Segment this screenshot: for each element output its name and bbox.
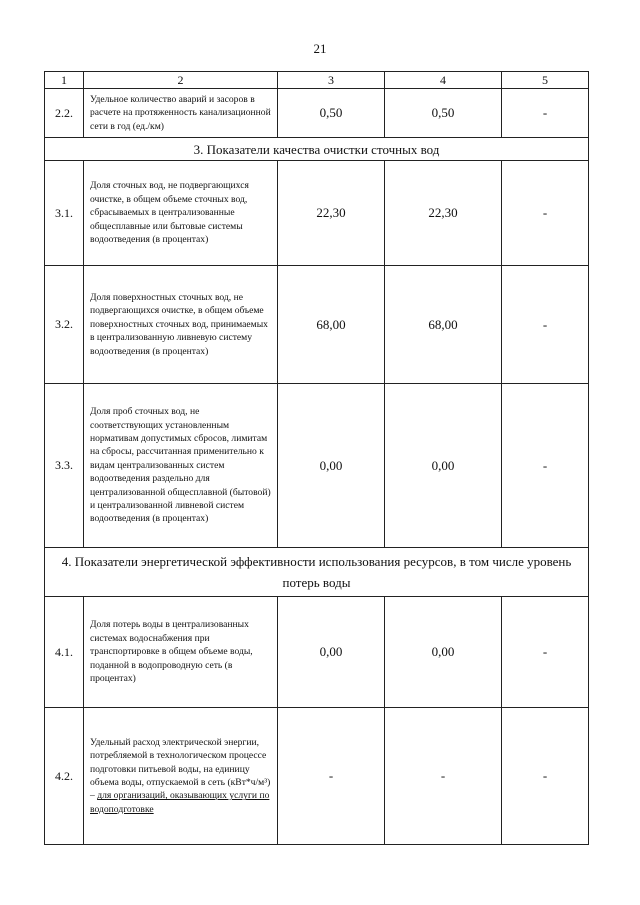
section-row [45, 548, 589, 597]
row-description: Доля поверхностных сточных вод, не подвергающихся очистке, в общем объеме поверхностных сточных вод, принимаемых в централизованную ливневую систему водоотведения (в процентах) [84, 266, 278, 384]
section-heading-3: 3. Показатели качества очистки сточных вод [45, 138, 589, 161]
page-number: 21 [313, 41, 327, 56]
row-number: 4.2. [45, 708, 84, 845]
value-col-3: 0,00 [278, 384, 385, 548]
row-description: Удельное количество аварий и засоров в расчете на протяженность канализационной сети в год (ед./км) [84, 89, 278, 138]
column-header-3: 3 [278, 72, 385, 89]
section-heading-4: 4. Показатели энергетической эффективности использования ресурсов, в том числе уровень потерь воды [45, 548, 589, 597]
value-col-3: - [278, 708, 385, 845]
value-col-5: - [502, 161, 589, 266]
column-header-4: 4 [385, 72, 502, 89]
value-col-5: - [502, 89, 589, 138]
value-col-3: 22,30 [278, 161, 385, 266]
row-description-underlined: для организаций, оказывающих услуги по водоподготовке [90, 790, 270, 815]
table-row [45, 384, 589, 548]
value-col-4: - [385, 708, 502, 845]
section-row [45, 138, 589, 161]
row-number: 4.1. [45, 597, 84, 708]
column-header-2: 2 [84, 72, 278, 89]
value-col-5: - [502, 597, 589, 708]
table-header-row [45, 72, 589, 89]
value-col-3: 68,00 [278, 266, 385, 384]
table-row [45, 89, 589, 138]
indicators-table [44, 71, 589, 845]
value-col-3: 0,50 [278, 89, 385, 138]
row-number: 2.2. [45, 89, 84, 138]
column-header-1: 1 [45, 72, 84, 89]
value-col-4: 0,50 [385, 89, 502, 138]
row-number: 3.1. [45, 161, 84, 266]
row-number: 3.2. [45, 266, 84, 384]
table-row [45, 161, 589, 266]
table-row [45, 266, 589, 384]
value-col-4: 68,00 [385, 266, 502, 384]
value-col-5: - [502, 266, 589, 384]
row-description: Доля проб сточных вод, не соответствующих установленным нормативам допустимых сбросов, лимитам на сбросы, рассчитанная применительно к видам централизованных систем водоотведения раздельно для централизованной общесплавной (бытовой) и централизованной ливневой систем водоотведения (в процентах) [84, 384, 278, 548]
row-description: Доля сточных вод, не подвергающихся очистке, в общем объеме сточных вод, сбрасываемых в централизованные общесплавные или бытовые системы водоотведения (в процентах) [84, 161, 278, 266]
column-header-5: 5 [502, 72, 589, 89]
value-col-4: 22,30 [385, 161, 502, 266]
value-col-5: - [502, 384, 589, 548]
value-col-4: 0,00 [385, 597, 502, 708]
row-description-text: Удельный расход электрической энергии, потребляемой в технологическом процессе подготовки питьевой воды, на единицу объема воды, отпускаемой в сеть (кВт*ч/м³) – [90, 736, 271, 802]
row-description [84, 708, 278, 845]
table-row [45, 597, 589, 708]
table-row [45, 708, 589, 845]
row-number: 3.3. [45, 384, 84, 548]
value-col-5: - [502, 708, 589, 845]
value-col-4: 0,00 [385, 384, 502, 548]
row-description: Доля потерь воды в централизованных системах водоснабжения при транспортировке в общем объеме воды, поданной в водопроводную сеть (в процентах) [84, 597, 278, 708]
value-col-3: 0,00 [278, 597, 385, 708]
